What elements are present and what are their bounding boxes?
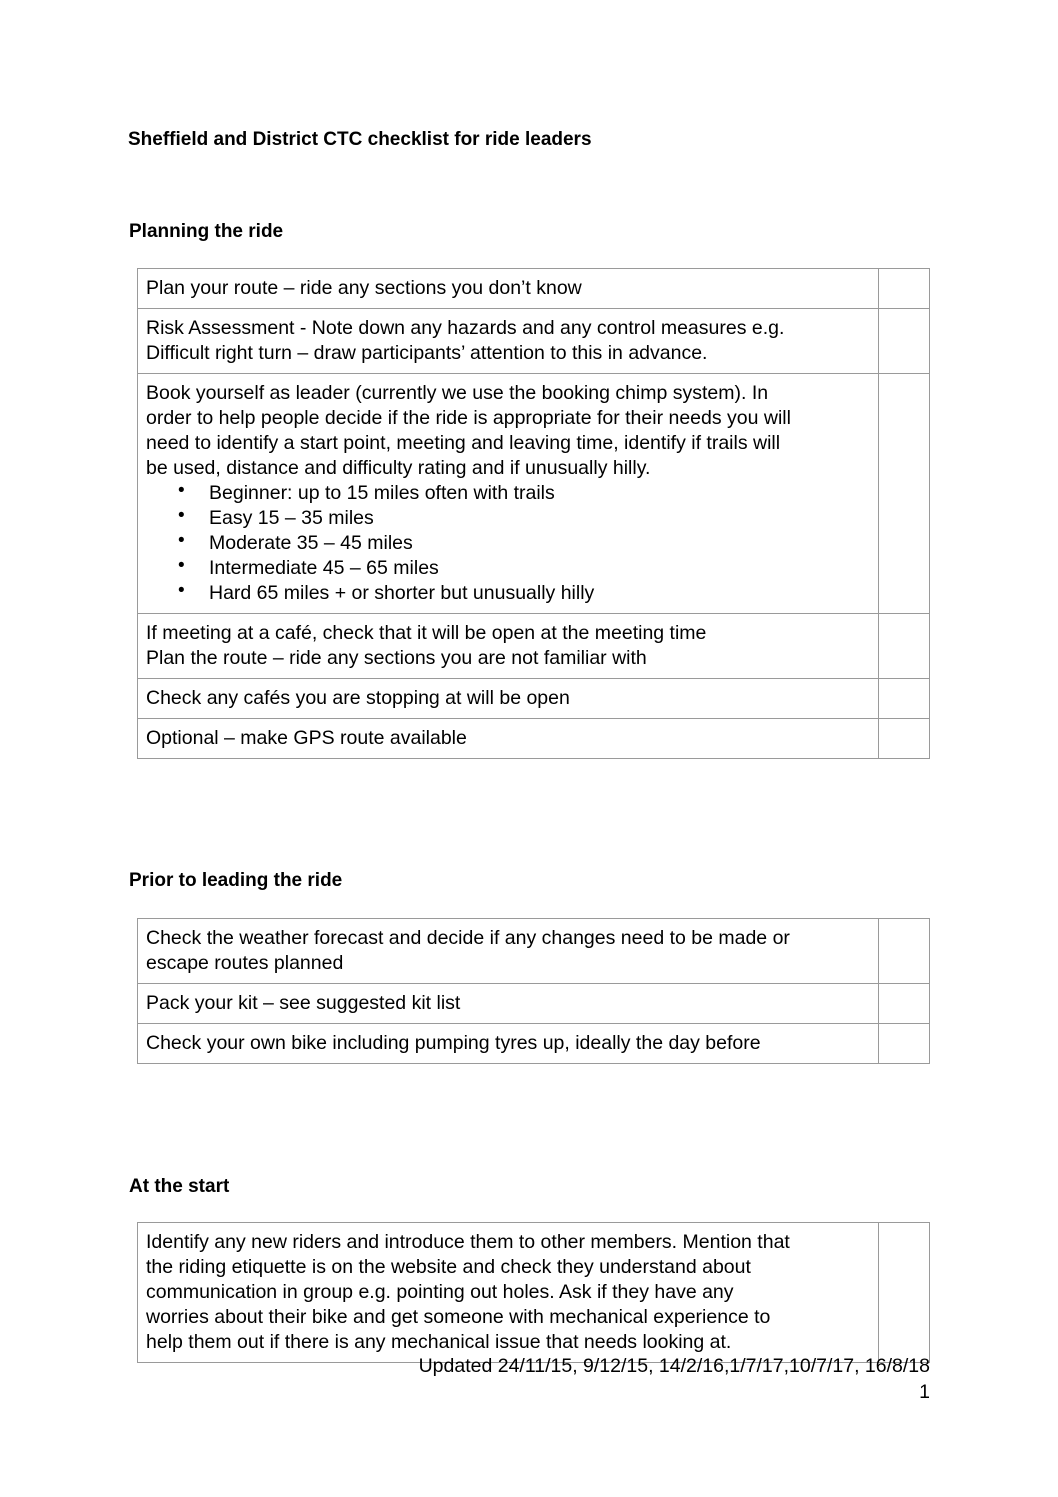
item-line: Plan your route – ride any sections you don’t know: [146, 277, 582, 299]
checklist-row: [138, 374, 930, 614]
item-line: Risk Assessment - Note down any hazards and any control measures e.g.: [146, 317, 785, 339]
checklist-row: [138, 1024, 930, 1064]
bullet-item: • Hard 65 miles + or shorter but unusually hilly: [146, 581, 870, 606]
item-line: be used, distance and difficulty rating and if unusually hilly.: [146, 457, 651, 479]
item-line: Book yourself as leader (currently we use the booking chimp system). In: [146, 382, 769, 404]
item-line: order to help people decide if the ride is appropriate for their needs you will: [146, 407, 791, 429]
item-line: the riding etiquette is on the website and check they understand about: [146, 1256, 751, 1278]
checklist-checkbox[interactable]: [879, 679, 930, 719]
checklist-checkbox[interactable]: [879, 1223, 930, 1363]
checklist-table-prior: [137, 918, 930, 1064]
item-line: Pack your kit – see suggested kit list: [146, 992, 461, 1014]
checklist-item-text: [138, 984, 879, 1024]
section-heading-prior: Prior to leading the ride: [129, 870, 343, 891]
checklist-item-text: [138, 1223, 879, 1363]
checklist-item-text: [138, 1024, 879, 1064]
checklist-checkbox[interactable]: [879, 1024, 930, 1064]
checklist-table-start: [137, 1222, 930, 1363]
item-line: help them out if there is any mechanical issue that needs looking at.: [146, 1331, 732, 1353]
section-heading-start: At the start: [129, 1176, 230, 1197]
item-line: communication in group e.g. pointing out holes. Ask if they have any: [146, 1281, 734, 1303]
checklist-item-text: [138, 374, 879, 614]
bullet-item: • Beginner: up to 15 miles often with trails: [146, 481, 870, 506]
checklist-checkbox[interactable]: [879, 719, 930, 759]
checklist-checkbox[interactable]: [879, 309, 930, 374]
checklist-row: [138, 719, 930, 759]
bullet-item: • Moderate 35 – 45 miles: [146, 531, 870, 556]
difficulty-rating-list: [146, 481, 870, 606]
section-heading-planning: Planning the ride: [129, 221, 284, 242]
checklist-row: [138, 1223, 930, 1363]
checklist-table-planning: [137, 268, 930, 759]
item-line: Check the weather forecast and decide if any changes need to be made or: [146, 927, 790, 949]
checklist-checkbox[interactable]: [879, 614, 930, 679]
checklist-item-text: [138, 614, 879, 679]
checklist-row: [138, 679, 930, 719]
checklist-item-text: [138, 679, 879, 719]
checklist-item-text: [138, 719, 879, 759]
page-number: 1: [919, 1381, 930, 1403]
checklist-row: [138, 919, 930, 984]
item-line: worries about their bike and get someone with mechanical experience to: [146, 1306, 771, 1328]
checklist-checkbox[interactable]: [879, 919, 930, 984]
checklist-row: [138, 614, 930, 679]
bullet-item: • Easy 15 – 35 miles: [146, 506, 870, 531]
checklist-checkbox[interactable]: [879, 269, 930, 309]
checklist-item-text: [138, 919, 879, 984]
item-line: Difficult right turn – draw participants’ attention to this in advance.: [146, 342, 708, 364]
item-line: Check any cafés you are stopping at will be open: [146, 687, 570, 709]
document-title: Sheffield and District CTC checklist for ride leaders: [128, 129, 592, 150]
checklist-item-text: [138, 269, 879, 309]
item-line: need to identify a start point, meeting and leaving time, identify if trails will: [146, 432, 781, 454]
item-line: Check your own bike including pumping tyres up, ideally the day before: [146, 1032, 761, 1054]
item-line: escape routes planned: [146, 952, 344, 974]
item-line: Identify any new riders and introduce them to other members. Mention that: [146, 1231, 790, 1253]
item-line: If meeting at a café, check that it will be open at the meeting time: [146, 622, 707, 644]
checklist-row: [138, 309, 930, 374]
checklist-row: [138, 269, 930, 309]
checklist-row: [138, 984, 930, 1024]
updated-dates: Updated 24/11/15, 9/12/15, 14/2/16,1/7/17,10/7/17, 16/8/18: [418, 1355, 930, 1377]
checklist-item-text: [138, 309, 879, 374]
item-line: Optional – make GPS route available: [146, 727, 467, 749]
checklist-checkbox[interactable]: [879, 374, 930, 614]
bullet-item: • Intermediate 45 – 65 miles: [146, 556, 870, 581]
checklist-checkbox[interactable]: [879, 984, 930, 1024]
item-line: Plan the route – ride any sections you are not familiar with: [146, 647, 647, 669]
